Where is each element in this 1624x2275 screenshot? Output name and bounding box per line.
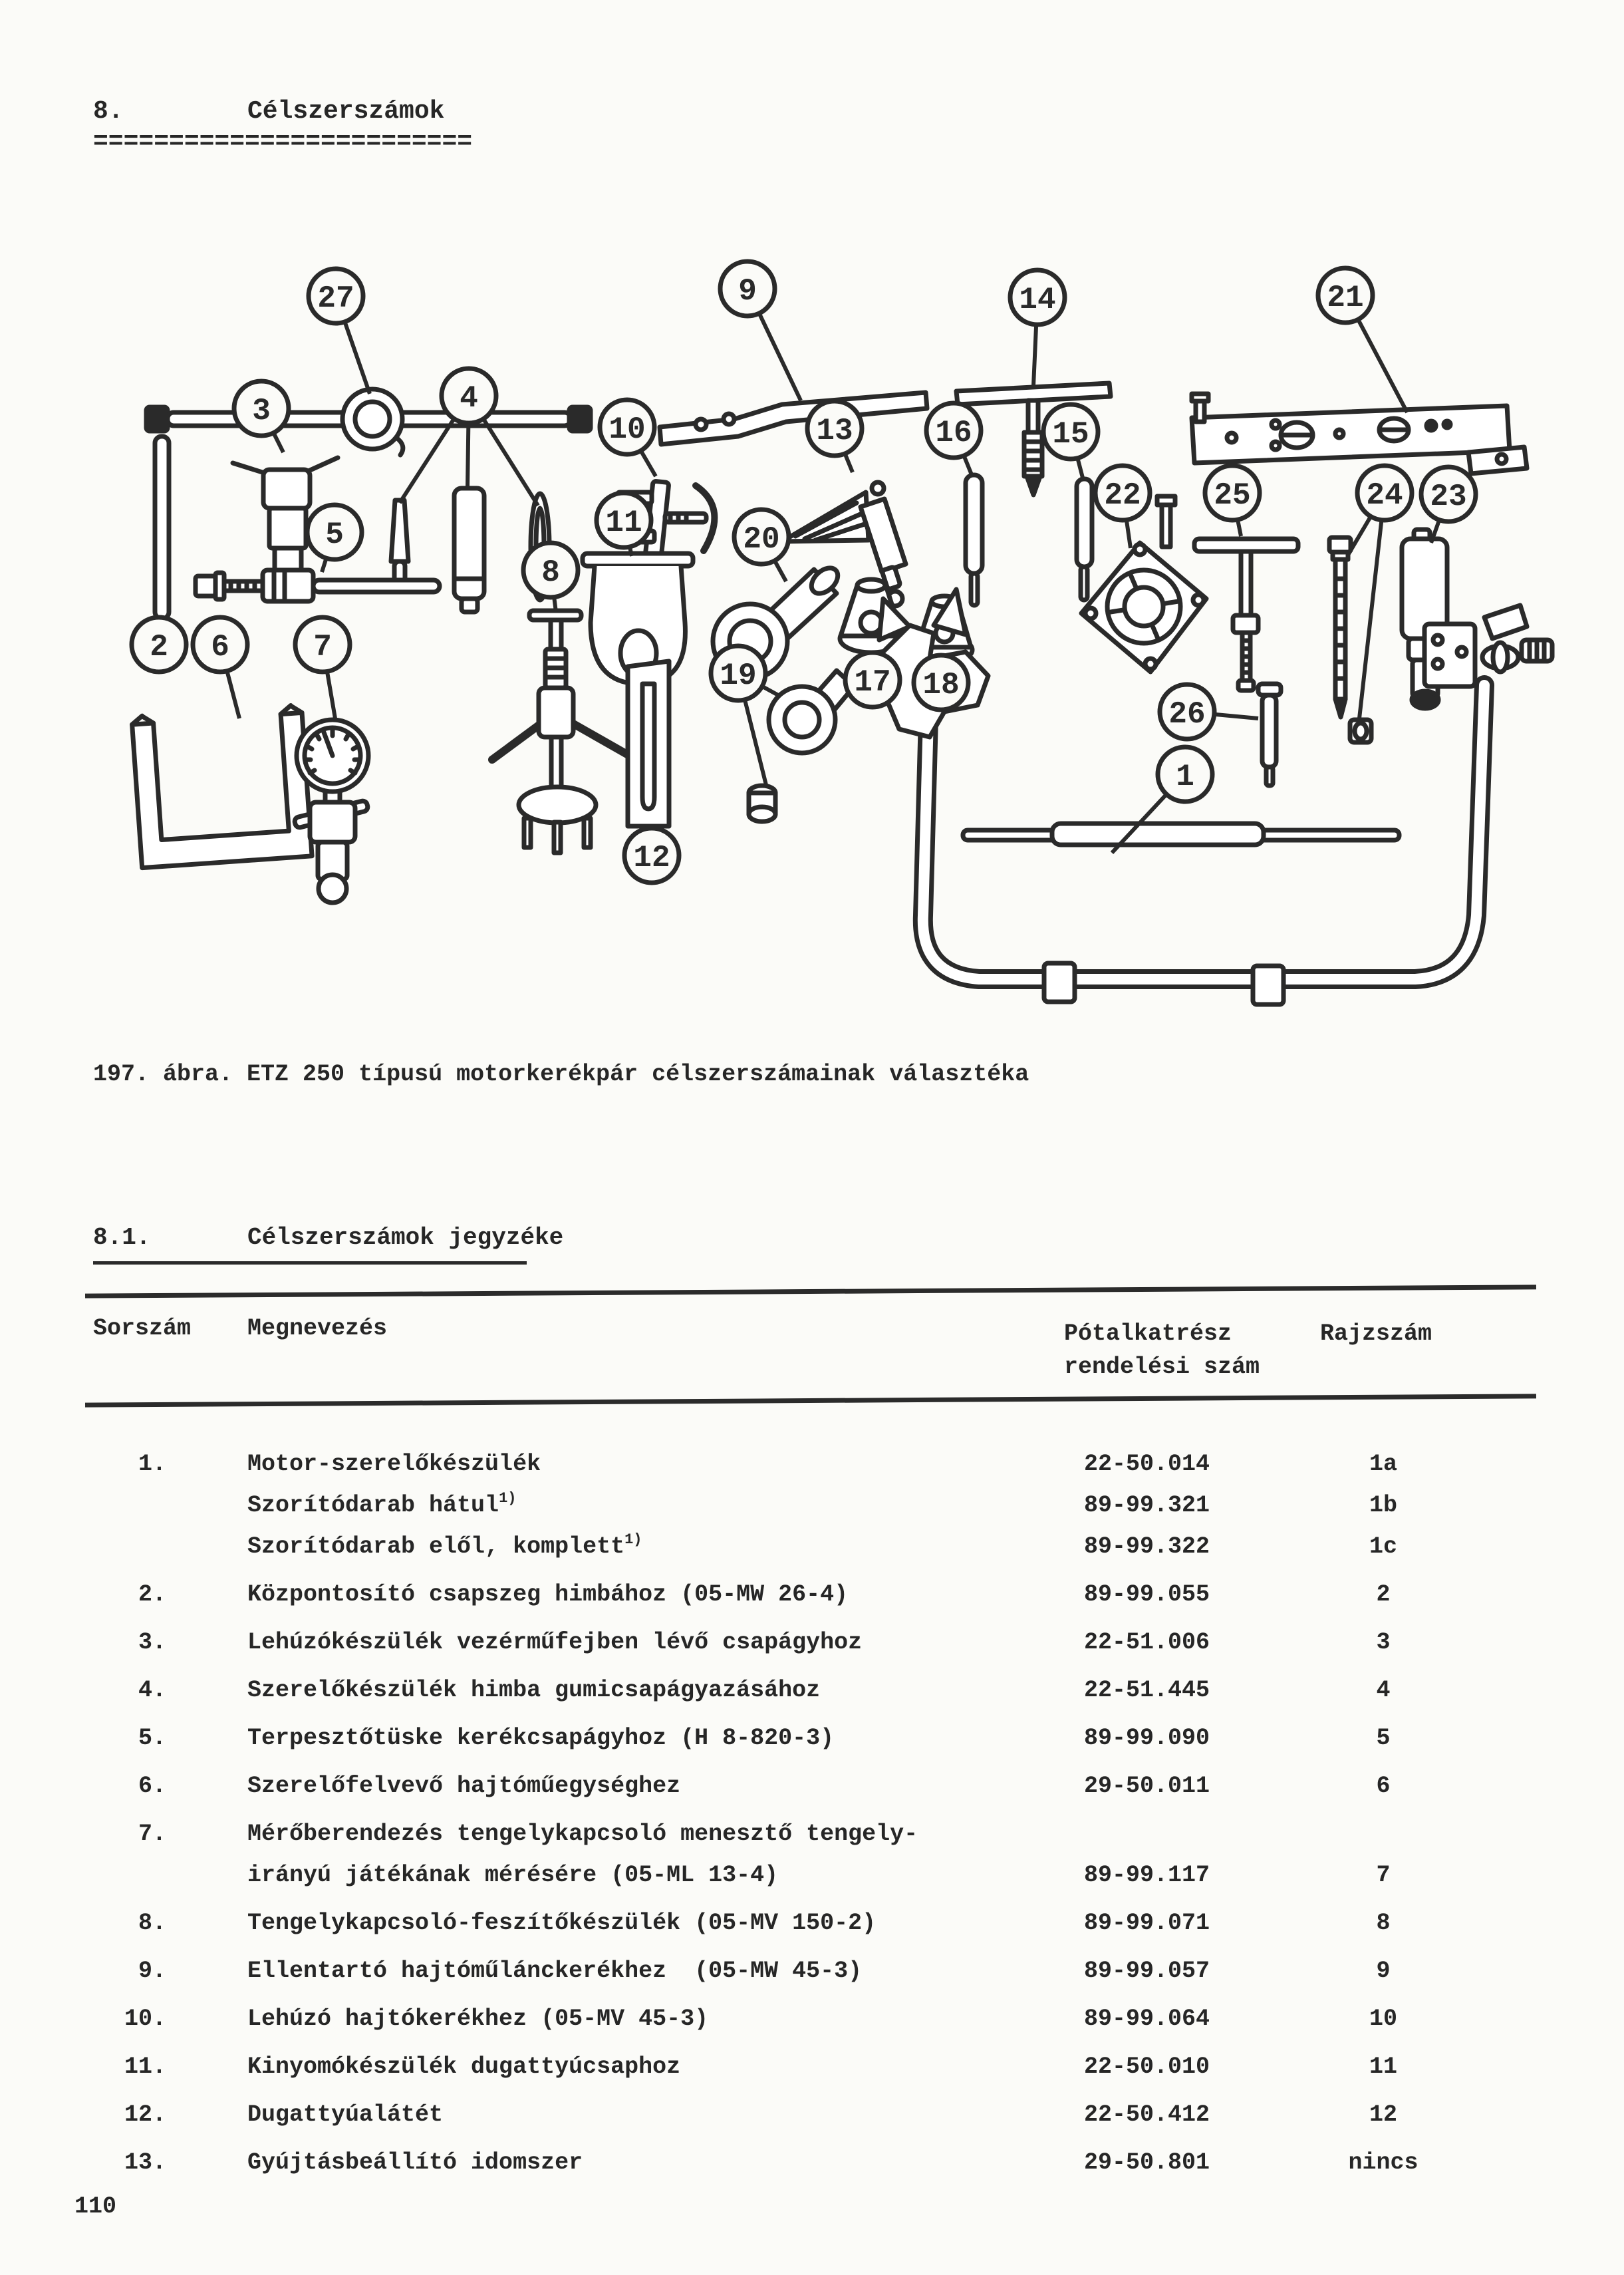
tool-1-engine-assembly-jig	[879, 589, 1552, 1004]
col-header-rajzszam: Rajzszám	[1320, 1320, 1432, 1347]
svg-text:8: 8	[541, 555, 560, 590]
row-number: 10.	[124, 2006, 166, 2032]
row-part-number: 89-99.322	[1084, 1533, 1210, 1560]
row-part-number: 89-99.321	[1084, 1492, 1210, 1519]
row-name: Motor-szerelőkészülék	[247, 1451, 541, 1477]
page-number: 110	[74, 2193, 117, 2220]
tool-2-centering-rod	[155, 436, 169, 619]
svg-text:18: 18	[922, 668, 960, 702]
row-name: Tengelykapcsoló-feszítőkészülék (05-MV 150-2)	[247, 1910, 877, 1936]
tool-25-t-screw	[1194, 539, 1298, 690]
row-number: 8.	[138, 1910, 166, 1936]
row-name: Kinyomókészülék dugattyúcsaphoz	[247, 2053, 681, 2080]
svg-text:25: 25	[1214, 478, 1251, 513]
table-row	[73, 2142, 1576, 2183]
svg-text:12: 12	[633, 841, 670, 875]
row-name: Szerelőkészülék himba gumicsapágyazásához	[247, 1677, 821, 1704]
svg-text:11: 11	[605, 506, 642, 540]
row-number: 7.	[138, 1821, 166, 1847]
row-part-number: 89-99.055	[1084, 1581, 1210, 1608]
table-row	[73, 1526, 1576, 1567]
table-row	[73, 1813, 1576, 1855]
row-name: Szerelőfelvevő hajtóműegységhez	[247, 1773, 681, 1799]
row-number: 13.	[124, 2149, 166, 2176]
svg-text:14: 14	[1019, 283, 1056, 317]
section-number: 8.	[93, 97, 124, 126]
footnote-marker: 1)	[499, 1490, 517, 1507]
svg-text:26: 26	[1168, 697, 1206, 732]
footnote-marker: 1)	[624, 1531, 642, 1548]
table-row	[73, 1950, 1576, 1992]
svg-text:19: 19	[720, 659, 757, 693]
row-figure-number: 8	[1376, 1910, 1391, 1936]
tool-21-mounting-bar	[1192, 394, 1527, 474]
tool-16-drift-pin	[966, 475, 982, 605]
tool-26-pin	[1258, 684, 1281, 786]
svg-text:7: 7	[313, 630, 332, 665]
svg-text:5: 5	[325, 518, 344, 552]
tool-15-drift-pin	[1077, 479, 1092, 600]
table-row	[73, 1855, 1576, 1896]
callout-18	[914, 655, 968, 710]
svg-text:6: 6	[211, 630, 229, 665]
row-part-number: 89-99.090	[1084, 1725, 1210, 1751]
table-row	[73, 2046, 1576, 2087]
callout-10	[600, 400, 656, 476]
table-row	[73, 1443, 1576, 1485]
row-part-number: 29-50.011	[1084, 1773, 1210, 1799]
row-figure-number: 7	[1376, 1862, 1391, 1889]
table-row	[73, 1622, 1576, 1663]
row-part-number: 22-50.010	[1084, 2053, 1210, 2080]
row-figure-number: 10	[1369, 2006, 1397, 2032]
tool-22-puller-plate	[1081, 496, 1206, 672]
row-figure-number: 2	[1376, 1581, 1391, 1608]
row-figure-number: 1c	[1369, 1533, 1397, 1560]
row-number: 2.	[138, 1581, 166, 1608]
callout-20	[734, 510, 789, 581]
section-underline: =========================	[93, 128, 473, 156]
callout-27	[309, 269, 370, 394]
row-number: 3.	[138, 1629, 166, 1656]
svg-text:15: 15	[1052, 417, 1089, 452]
row-part-number: 29-50.801	[1084, 2149, 1210, 2176]
callout-12	[624, 828, 679, 883]
table-body	[73, 1443, 1576, 2183]
row-number: 12.	[124, 2101, 166, 2128]
row-figure-number: 4	[1376, 1677, 1391, 1704]
tool-27-die-holder-wrench	[146, 389, 591, 455]
row-name: Dugattyúalátét	[247, 2101, 444, 2128]
svg-text:20: 20	[743, 522, 780, 557]
svg-text:22: 22	[1104, 478, 1141, 513]
tool-9-sprocket-holding-lever	[660, 392, 927, 444]
row-number: 6.	[138, 1773, 166, 1799]
row-name: Lehúzó hajtókerékhez (05-MV 45-3)	[247, 2006, 709, 2032]
callout-14	[1010, 270, 1065, 386]
row-figure-number: 3	[1376, 1629, 1391, 1656]
row-name: irányú játékának mérésére (05-ML 13-4)	[247, 1862, 779, 1889]
row-part-number: 89-99.071	[1084, 1910, 1210, 1936]
callout-21	[1318, 268, 1407, 412]
subsection-underline	[93, 1261, 527, 1265]
callout-4	[400, 369, 538, 506]
row-name: Mérőberendezés tengelykapcsoló menesztő tengely-	[247, 1821, 918, 1847]
svg-text:23: 23	[1430, 480, 1467, 514]
tool-12-piston-support-plate	[628, 661, 669, 826]
figure-caption: 197. ábra. ETZ 250 típusú motorkerékpár célszerszámainak választéka	[93, 1061, 1029, 1088]
callout-25	[1205, 466, 1260, 536]
row-number: 11.	[124, 2053, 166, 2080]
row-number	[73, 1526, 166, 1567]
callout-5	[307, 505, 362, 572]
subsection-number: 8.1.	[93, 1224, 151, 1251]
row-part-number: 89-99.057	[1084, 1958, 1210, 1984]
row-name: Szorítódarab elől, komplett$^{1)}$	[247, 1531, 642, 1560]
table-row	[73, 1574, 1576, 1615]
callout-6	[193, 617, 247, 718]
table-row	[73, 1670, 1576, 1711]
callout-17	[845, 653, 900, 707]
section-title: Célszerszámok	[247, 97, 445, 126]
row-figure-number: 1b	[1369, 1492, 1397, 1519]
callout-13	[807, 401, 862, 472]
row-figure-number: 11	[1369, 2053, 1397, 2080]
svg-text:10: 10	[609, 412, 646, 447]
svg-text:3: 3	[252, 394, 271, 428]
row-figure-number: 5	[1376, 1725, 1391, 1751]
table-row	[73, 1998, 1576, 2040]
row-name: Gyújtásbeállító idomszer	[247, 2149, 583, 2176]
callout-16	[926, 403, 981, 476]
callout-8	[523, 543, 578, 612]
row-figure-number: 12	[1369, 2101, 1397, 2128]
tool-19-cone-ring	[749, 671, 854, 822]
subsection-title: Célszerszámok jegyzéke	[247, 1224, 564, 1251]
row-part-number: 22-50.412	[1084, 2101, 1210, 2128]
row-name: Központosító csapszeg himbához (05-MW 26-4)	[247, 1581, 849, 1608]
row-name: Ellentartó hajtóműlánckerékhez (05-MW 45-3)	[247, 1958, 863, 1984]
svg-text:16: 16	[935, 416, 972, 450]
col-header-potalkatresz-line1: Pótalkatrész	[1064, 1320, 1232, 1347]
row-part-number: 22-50.014	[1084, 1451, 1210, 1477]
table-row	[73, 1902, 1576, 1944]
callout-3	[234, 381, 289, 452]
svg-text:17: 17	[854, 665, 891, 700]
col-header-megnevezes: Megnevezés	[247, 1315, 388, 1342]
tool-6-mounting-cradle	[132, 704, 312, 867]
row-number: 1.	[138, 1451, 166, 1477]
row-part-number: 89-99.064	[1084, 2006, 1210, 2032]
callout-2	[132, 617, 186, 672]
svg-text:13: 13	[816, 414, 853, 448]
row-number	[73, 1855, 166, 1896]
svg-text:21: 21	[1327, 281, 1364, 315]
table-rule-top	[85, 1285, 1536, 1298]
row-name: Lehúzókészülék vezérműfejben lévő csapágyhoz	[247, 1629, 863, 1656]
row-part-number: 22-51.445	[1084, 1677, 1210, 1704]
col-header-potalkatresz-line2: rendelési szám	[1064, 1354, 1260, 1380]
row-part-number: 22-51.006	[1084, 1629, 1210, 1656]
row-part-number: 89-99.117	[1084, 1862, 1210, 1889]
row-number	[73, 1485, 166, 1526]
callout-11	[597, 493, 651, 556]
row-figure-number: nincs	[1348, 2149, 1419, 2176]
callout-22	[1095, 466, 1150, 548]
row-name: Szorítódarab hátul$^{1)}$	[247, 1490, 517, 1519]
row-number: 5.	[138, 1725, 166, 1751]
tools-illustration	[0, 253, 1624, 1038]
table-rule-header-bottom	[85, 1394, 1536, 1407]
row-figure-number: 6	[1376, 1773, 1391, 1799]
callout-9	[720, 261, 801, 400]
svg-text:24: 24	[1366, 478, 1403, 513]
tool-24-bolt-and-nut	[1329, 537, 1371, 742]
table-row	[73, 1485, 1576, 1526]
row-number: 9.	[138, 1958, 166, 1984]
row-name: Terpesztőtüske kerékcsapágyhoz (H 8-820-3)	[247, 1725, 835, 1751]
row-figure-number: 9	[1376, 1958, 1391, 1984]
svg-text:2: 2	[150, 630, 168, 665]
row-figure-number: 1a	[1369, 1451, 1397, 1477]
callout-15	[1043, 404, 1098, 480]
svg-text:27: 27	[317, 281, 354, 316]
table-row	[73, 1718, 1576, 1759]
row-number: 4.	[138, 1677, 166, 1704]
svg-text:4: 4	[460, 381, 478, 416]
svg-text:9: 9	[738, 274, 757, 309]
table-row	[73, 1765, 1576, 1807]
table-row	[73, 2094, 1576, 2135]
col-header-sorszam: Sorszám	[93, 1315, 192, 1342]
svg-text:1: 1	[1176, 760, 1194, 794]
callout-7	[295, 617, 350, 718]
